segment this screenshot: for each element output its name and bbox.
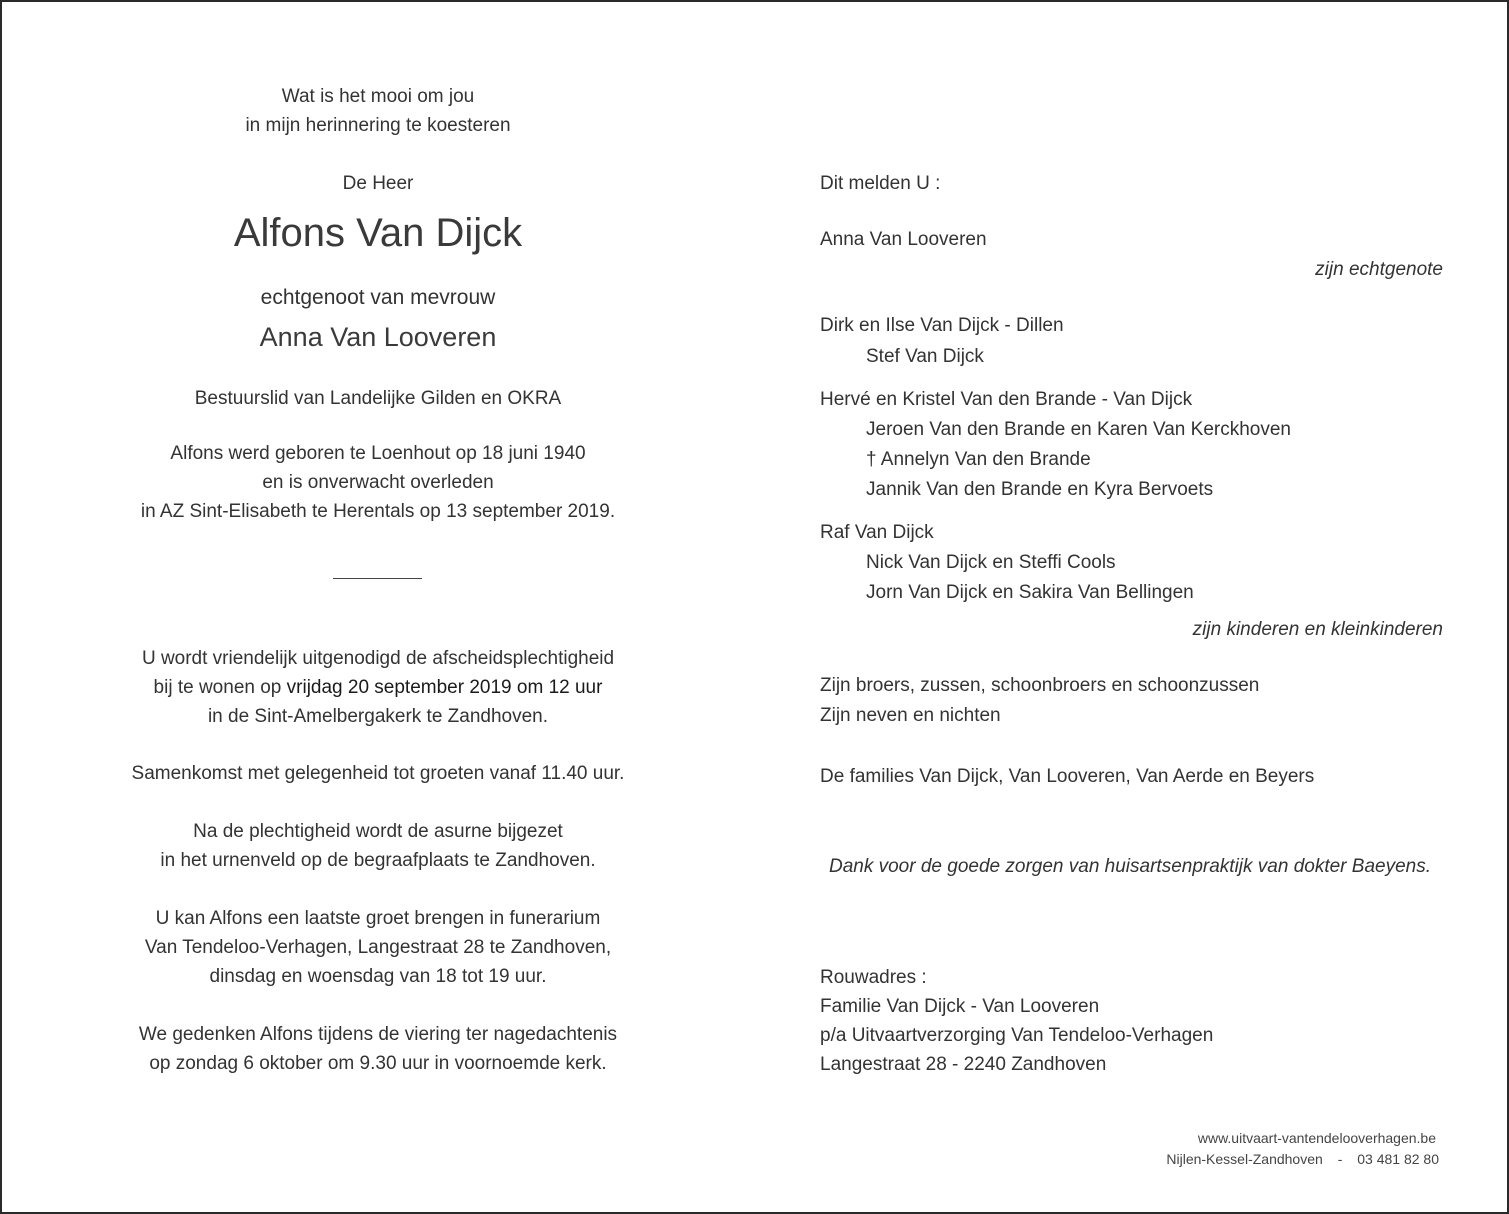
address-line-3: Langestraat 28 - 2240 Zandhoven <box>820 1054 1107 1075</box>
invite-line-2 <box>78 677 678 699</box>
families-text: De families Van Dijck, Van Looveren, Van Aerde en Beyers <box>820 766 1315 787</box>
life-line-2: en is onverwacht overleden <box>262 472 494 493</box>
siblings-text: Zijn broers, zussen, schoonbroers en schoonzussen <box>820 675 1260 696</box>
funeral-home-website: www.uitvaart-vantendelooverhagen.be <box>1197 1130 1436 1146</box>
address-line-1: Familie Van Dijck - Van Looveren <box>820 996 1100 1017</box>
family-1-grandchild-1: Stef Van Dijck <box>866 346 984 367</box>
address-label: Rouwadres : <box>820 967 927 988</box>
urn-line-2: in het urnenveld op de begraafplaats te Zandhoven. <box>160 850 596 871</box>
wife-label: zijn echtgenote <box>1315 259 1443 280</box>
family-2-grandchild-1: Jeroen Van den Brande en Karen Van Kerckhoven <box>866 419 1291 440</box>
visit-line-1: U kan Alfons een laatste groet brengen in funerarium <box>155 908 601 929</box>
gathering-text: Samenkomst met gelegenheid tot groeten vanaf 11.40 uur. <box>131 763 625 784</box>
funeral-home-phone: 03 481 82 80 <box>1357 1151 1439 1167</box>
quote-line-1: Wat is het mooi om jou <box>281 86 475 107</box>
memorial-line-2: op zondag 6 oktober om 9.30 uur in voornoemde kerk. <box>149 1053 607 1074</box>
contact-separator: - <box>1337 1151 1343 1167</box>
invite-line-1: U wordt vriendelijk uitgenodigd de afscheidsplechtigheid <box>141 648 615 669</box>
urn-line-1: Na de plechtigheid wordt de asurne bijgezet <box>193 821 563 842</box>
life-line-3: in AZ Sint-Elisabeth te Herentals op 13 september 2019. <box>140 501 616 522</box>
ceremony-date: vrijdag 20 september 2019 om 12 uur <box>286 677 603 698</box>
role-text: Bestuurslid van Landelijke Gilden en OKRA <box>194 388 562 409</box>
family-2-parents: Hervé en Kristel Van den Brande - Van Dijck <box>820 389 1193 410</box>
funeral-home-contact <box>1166 1150 1439 1168</box>
honorific: De Heer <box>342 173 414 194</box>
life-line-1: Alfons werd geboren te Loenhout op 18 juni 1940 <box>170 443 586 464</box>
address-line-2: p/a Uitvaartverzorging Van Tendeloo-Verhagen <box>820 1025 1214 1046</box>
memorial-line-1: We gedenken Alfons tijdens de viering ter nagedachtenis <box>138 1024 618 1045</box>
family-1-parents: Dirk en Ilse Van Dijck - Dillen <box>820 315 1064 336</box>
thanks-text: Dank voor de goede zorgen van huisartsenpraktijk van dokter Baeyens. <box>828 856 1432 877</box>
quote-line-2: in mijn herinnering te koesteren <box>245 115 511 136</box>
wife-name: Anna Van Looveren <box>820 229 987 250</box>
announcement-intro: Dit melden U : <box>820 173 941 194</box>
children-label: zijn kinderen en kleinkinderen <box>1192 619 1443 640</box>
family-3-grandchild-2: Jorn Van Dijck en Sakira Van Bellingen <box>866 582 1194 603</box>
invite-line-3: in de Sint-Amelbergakerk te Zandhoven. <box>207 706 549 727</box>
family-2-grandchild-2: † Annelyn Van den Brande <box>866 449 1091 470</box>
visit-line-3: dinsdag en woensdag van 18 tot 19 uur. <box>209 966 547 987</box>
spouse-label: echtgenoot van mevrouw <box>260 286 496 309</box>
deceased-name: Alfons Van Dijck <box>233 211 523 255</box>
funeral-home-location: Nijlen-Kessel-Zandhoven <box>1166 1151 1323 1167</box>
family-2-grandchild-3: Jannik Van den Brande en Kyra Bervoets <box>866 479 1214 500</box>
divider <box>333 578 422 579</box>
visit-line-2: Van Tendeloo-Verhagen, Langestraat 28 te Zandhoven, <box>144 937 612 958</box>
spouse-name: Anna Van Looveren <box>259 322 497 352</box>
cousins-text: Zijn neven en nichten <box>820 705 1001 726</box>
invite-prefix: bij te wonen op <box>153 677 287 698</box>
family-3-grandchild-1: Nick Van Dijck en Steffi Cools <box>866 552 1116 573</box>
family-3-parent: Raf Van Dijck <box>820 522 934 543</box>
